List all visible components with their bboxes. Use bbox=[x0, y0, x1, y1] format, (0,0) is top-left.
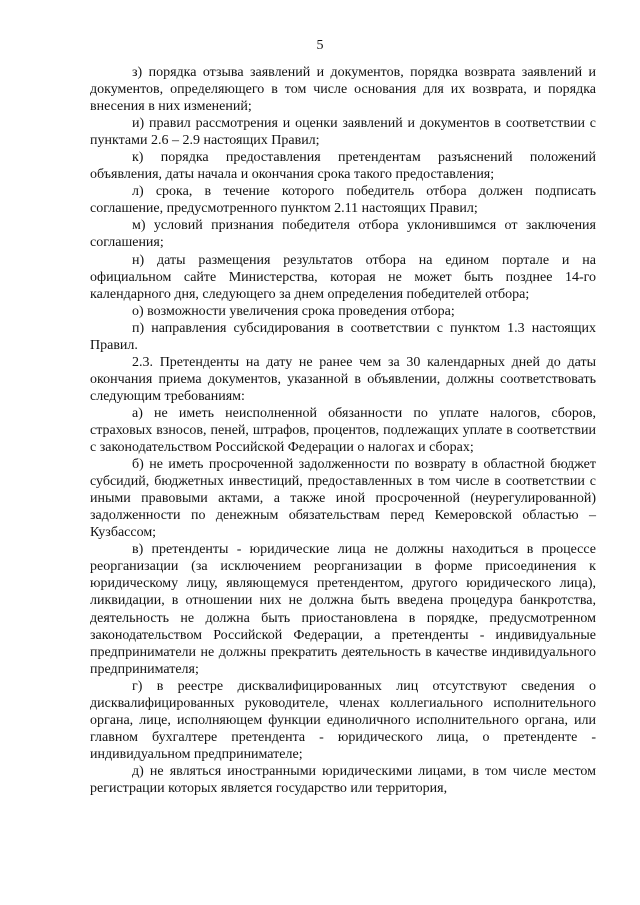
paragraph-o: о) возможности увеличения срока проведения отбора; bbox=[132, 303, 455, 319]
paragraph-l: л) срока, в течение которого победитель отбора должен подписать соглашение, предусмотренного пунктом 2.11 настоящих Правил; bbox=[90, 184, 596, 217]
paragraph-m: м) условий признания победителя отбора уклонившимся от заключения соглашения; bbox=[90, 218, 596, 251]
paragraph-k: к) порядка предоставления претендентам разъяснений положений объявления, даты начала и окончания срока такого предоставления; bbox=[90, 150, 596, 183]
paragraph-i: и) правил рассмотрения и оценки заявлений и документов в соответствии с пунктами 2.6 – 2.9 настоящих Правил; bbox=[90, 116, 596, 149]
paragraph-v: в) претенденты - юридические лица не должны находиться в процессе реорганизации (за исключением реорганизации в форме присоединения к юридическому лицу, являющемуся претендентом, другого юридического лица), ликвидации, в отношении них не должна быть введена процедура банкротства, деятельность не должна быть приостановлена в порядке, предусмотренном законодательством Российской Федерации, а претенденты - индивидуальные предприниматели не должны прекратить деятельность в качестве индивидуального предпринимателя; bbox=[90, 542, 596, 677]
paragraph-z: з) порядка отзыва заявлений и документов, порядка возврата заявлений и документов, определяющего в том числе основания для их возврата, и порядка внесения в них изменений; bbox=[90, 65, 596, 115]
paragraph-n: н) даты размещения результатов отбора на едином портале и на официальном сайте Министерства, которая не может быть позднее 14-го календарного дня, следующего за днем определения победителей отбора; bbox=[90, 252, 596, 302]
paragraph-d: д) не являться иностранными юридическими лицами, в том числе местом регистрации которых является государство или территория, bbox=[90, 763, 596, 796]
paragraph-a: а) не иметь неисполненной обязанности по уплате налогов, сборов, страховых взносов, пеней, штрафов, процентов, подлежащих уплате в соответствии с законодательством Российской Федерации о налогах и сборах; bbox=[90, 405, 596, 456]
paragraph-g: г) в реестре дисквалифицированных лиц отсутствуют сведения о дисквалифицированных руководителе, членах коллегиального исполнительного органа, лице, исполняющем функции единоличного исполнительного органа, или главном бухгалтере претендента - юридического лица, о претенденте - индивидуальном предпринимателе; bbox=[90, 678, 596, 762]
page-number: 5 bbox=[316, 38, 324, 53]
paragraph-b: б) не иметь просроченной задолженности по возврату в областной бюджет субсидий, бюджетных инвестиций, предоставленных в том числе в соответствии с иными правовыми актами, а также иной просроченной (неурегулированной) задолженности по денежным обязательствам перед Кемеровской областью – Кузбассом; bbox=[90, 457, 596, 541]
section-2-3-heading: 2.3. Претенденты на дату не ранее чем за 30 календарных дней до даты окончания приема документов, указанной в объявлении, должны соответствовать следующим требованиям: bbox=[90, 354, 596, 404]
paragraph-p: п) направления субсидирования в соответствии с пунктом 1.3 настоящих Правил. bbox=[90, 320, 596, 353]
document-body bbox=[90, 64, 596, 797]
